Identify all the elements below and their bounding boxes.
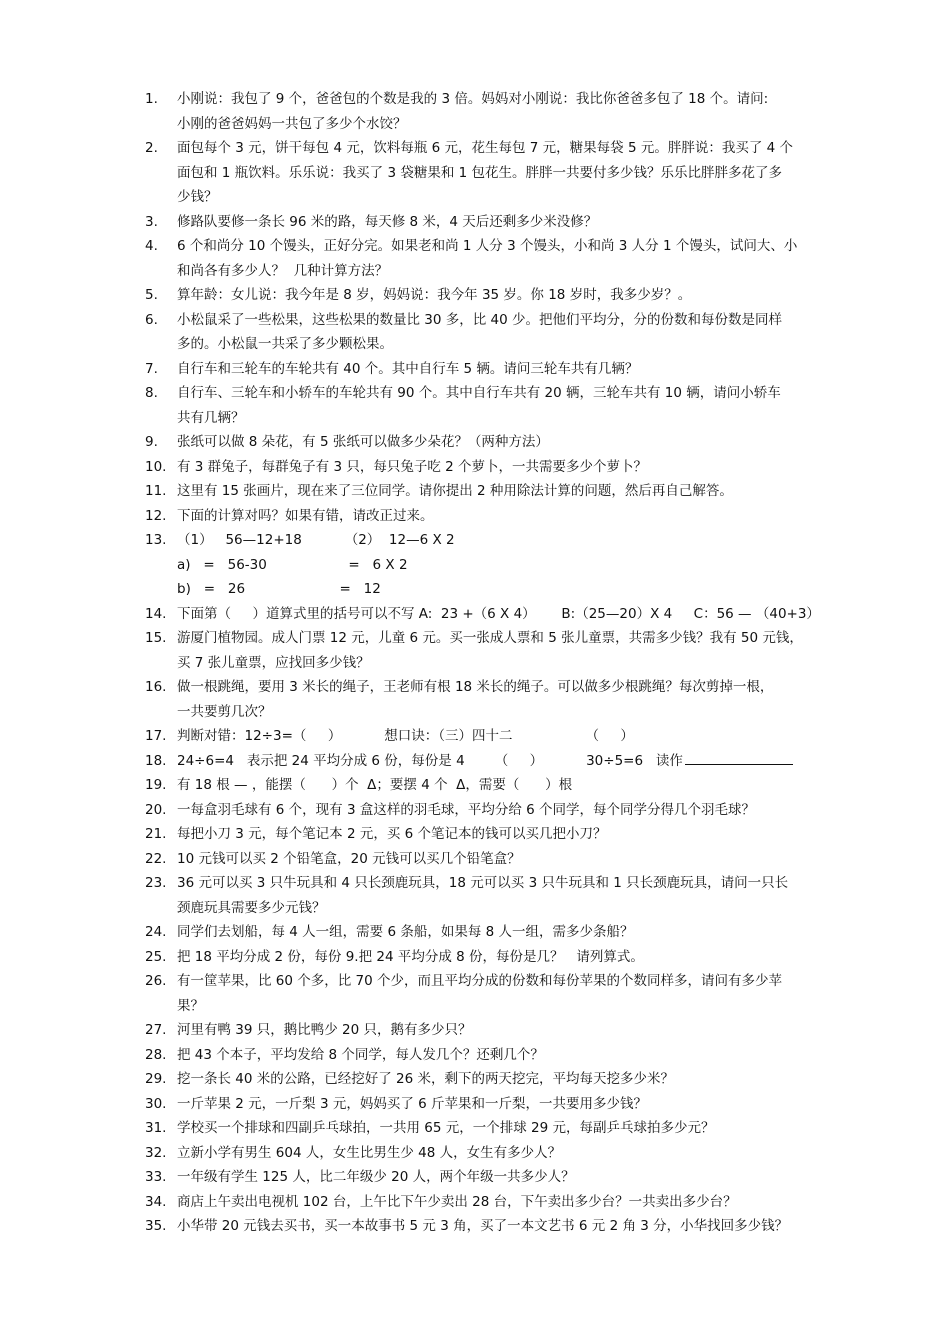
question-line: [177, 1116, 809, 1141]
question-item: [0, 1092, 809, 1117]
question-text: 面包每个 3 元，饼干每包 4 元，饮料每瓶 6 元，花生每包 7 元，糖果每袋 5 元。胖胖说：我买了 4 个: [177, 140, 794, 156]
question-line: [177, 675, 809, 700]
question-item: [0, 1116, 809, 1141]
question-line: [177, 847, 809, 872]
question-item: [0, 234, 809, 283]
question-item: [0, 749, 809, 774]
question-number: 27.: [145, 1022, 167, 1038]
question-line: [177, 1067, 809, 1092]
question-line: [177, 1141, 809, 1166]
question-text: 小刚的爸爸妈妈一共包了多少个水饺？: [177, 115, 407, 132]
question-text: 有一筐苹果，比 60 个多，比 70 个少，而且平均分成的份数和每份苹果的个数同样多，请问有多少苹: [177, 973, 783, 989]
question-number: 1.: [145, 91, 158, 107]
question-item: [0, 724, 809, 749]
question-number: 5.: [145, 287, 158, 303]
question-text: 每把小刀 3 元，每个笔记本 2 元，买 6 个笔记本的钱可以买几把小刀？: [177, 826, 607, 842]
question-line: [177, 798, 809, 823]
question-text: 小华带 20 元钱去买书，买一本故事书 5 元 3 角，买了一本文艺书 6 元 2 角 3 分，小华找回多少钱？: [177, 1218, 789, 1234]
question-line: [177, 308, 809, 333]
question-line: [177, 700, 809, 725]
question-item: [0, 136, 809, 210]
question-text: 共有几辆？: [177, 409, 245, 426]
question-number: 14.: [145, 605, 167, 622]
question-line: [177, 749, 809, 774]
question-number: 26.: [145, 973, 167, 989]
question-line: [177, 185, 809, 210]
question-item: [0, 798, 809, 823]
question-line: [177, 871, 809, 896]
question-number: 28.: [145, 1046, 167, 1063]
question-text: 一斤苹果 2 元，一斤梨 3 元，妈妈买了 6 斤苹果和一斤梨，一共要用多少钱？: [177, 1095, 648, 1112]
question-text: 河里有鸭 39 只，鹅比鸭少 20 只，鹅有多少只？: [177, 1022, 472, 1038]
question-number: 30.: [145, 1095, 167, 1112]
question-number: 21.: [145, 826, 167, 842]
question-number: 25.: [145, 948, 167, 965]
question-text: 多的。小松鼠一共采了多少颗松果。: [177, 336, 393, 352]
question-text: 一共要剪几次？: [177, 703, 272, 720]
question-text: 自行车和三轮车的车轮共有 40 个。其中自行车 5 辆。请问三轮车共有几辆？: [177, 360, 639, 377]
question-text: 36 元可以买 3 只牛玩具和 4 只长颈鹿玩具，18 元可以买 3 只牛玩具和 1 只长颈鹿玩具，请问一只长: [177, 875, 789, 891]
question-line: [177, 87, 809, 112]
question-line: [177, 406, 809, 431]
question-text: 小松鼠采了一些松果，这些松果的数量比 30 多，比 40 少。把他们平均分，分的份数和每份数是同样: [177, 311, 783, 328]
question-line: [177, 553, 809, 578]
question-item: [0, 675, 809, 724]
question-item: [0, 920, 809, 945]
question-text: 10 元钱可以买 2 个铅笔盒，20 元钱可以买几个铅笔盒？: [177, 850, 521, 867]
question-number: 7.: [145, 360, 158, 377]
question-line: [177, 945, 809, 970]
question-item: [0, 945, 809, 970]
question-item: [0, 626, 809, 675]
question-line: [177, 1092, 809, 1117]
question-text: 修路队要修一条长 96 米的路，每天修 8 米，4 天后还剩多少米没修？: [177, 213, 598, 230]
question-line: [177, 455, 809, 480]
question-line: [177, 210, 809, 235]
question-text: 下面的计算对吗？如果有错，请改正过来。: [177, 507, 434, 524]
question-line: [177, 234, 809, 259]
question-text: 做一根跳绳，要用 3 米长的绳子，王老师有根 18 米长的绳子。可以做多少根跳绳？每次剪掉一根，: [177, 679, 774, 695]
question-number: 32.: [145, 1144, 167, 1161]
question-text: 颈鹿玩具需要多少元钱？: [177, 899, 326, 916]
question-number: 15.: [145, 630, 167, 646]
question-item: [0, 847, 809, 872]
question-line: [177, 528, 809, 553]
question-line: [177, 896, 809, 921]
question-list: [0, 87, 950, 1239]
question-line: [177, 381, 809, 406]
question-number: 4.: [145, 238, 158, 254]
question-text: 有 18 根 — ，能摆（ ）个 Δ；要摆 4 个 Δ，需要（ ）根: [177, 777, 573, 793]
question-text: 判断对错：12÷3=（ ） 想口诀：（三）四十二 （ ）: [177, 728, 634, 744]
question-item: [0, 528, 809, 602]
question-line: [177, 161, 809, 186]
question-item: [0, 602, 820, 627]
question-number: 34.: [145, 1193, 167, 1210]
question-line: [177, 259, 809, 284]
question-text: 这里有 15 张画片，现在来了三位同学。请你提出 2 种用除法计算的问题，然后再自己解答。: [177, 483, 733, 499]
question-item: [0, 504, 809, 529]
question-number: 12.: [145, 507, 167, 524]
question-item: [0, 1190, 809, 1215]
question-item: [0, 381, 809, 430]
question-line: [177, 920, 809, 945]
question-line: [177, 136, 809, 161]
question-item: [0, 1165, 809, 1190]
answer-blank[interactable]: [685, 751, 793, 765]
question-text: 立新小学有男生 604 人，女生比男生少 48 人，女生有多少人？: [177, 1144, 562, 1161]
question-line: [177, 504, 809, 529]
question-line: [177, 1214, 809, 1239]
question-number: 16.: [145, 679, 167, 695]
question-line: [177, 1018, 809, 1043]
question-number: 19.: [145, 777, 167, 793]
question-line: [177, 724, 809, 749]
question-text: （1） 56—12+18 （2） 12—6 X 2: [177, 532, 455, 548]
question-number: 8.: [145, 385, 158, 401]
question-text: 自行车、三轮车和小轿车的车轮共有 90 个。其中自行车共有 20 辆，三轮车共有 10 辆，请问小轿车: [177, 385, 781, 401]
question-text: 游厦门植物园。成人门票 12 元，儿童 6 元。买一张成人票和 5 张儿童票，共需多少钱？我有 50 元钱，: [177, 630, 803, 646]
question-number: 9.: [145, 434, 158, 450]
question-text: 有 3 群兔子，每群兔子有 3 只，每只兔子吃 2 个萝卜，一共需要多少个萝卜？: [177, 458, 648, 475]
question-item: [0, 210, 809, 235]
question-line: [177, 822, 809, 847]
question-line: [177, 969, 809, 994]
question-text: 同学们去划船，每 4 人一组，需要 6 条船，如果每 8 人一组，需多少条船？: [177, 924, 634, 940]
question-text: 一年级有学生 125 人，比二年级少 20 人，两个年级一共多少人？: [177, 1169, 575, 1185]
question-number: 22.: [145, 850, 167, 867]
question-item: [0, 1141, 809, 1166]
question-number: 31.: [145, 1120, 167, 1136]
question-number: 17.: [145, 728, 167, 744]
question-number: 35.: [145, 1218, 167, 1234]
question-line: [177, 430, 809, 455]
question-number: 24.: [145, 924, 167, 940]
question-item: [0, 283, 809, 308]
question-line: [177, 626, 809, 651]
question-number: 2.: [145, 140, 158, 156]
question-line: [177, 357, 809, 382]
question-text: 小刚说：我包了 9 个，爸爸包的个数是我的 3 倍。妈妈对小刚说：我比你爸爸多包了 18 个。请问:: [177, 91, 769, 107]
question-number: 23.: [145, 875, 167, 891]
question-number: 13.: [145, 532, 167, 548]
question-line: [177, 1165, 809, 1190]
question-text: a) = 56-30 = 6 X 2: [177, 556, 408, 573]
question-item: [0, 822, 809, 847]
question-number: 33.: [145, 1169, 167, 1185]
question-text: b) = 26 = 12: [177, 581, 381, 597]
question-line: [177, 1190, 809, 1215]
question-line: [177, 577, 809, 602]
question-item: [0, 430, 809, 455]
question-item: [0, 1214, 809, 1239]
question-text: 算年龄：女儿说：我今年是 8 岁，妈妈说：我今年 35 岁。你 18 岁时，我多少岁？。: [177, 287, 692, 303]
question-text: 6 个和尚分 10 个馒头，正好分完。如果老和尚 1 人分 3 个馒头，小和尚 3 人分 1 个馒头，试问大、小: [177, 238, 798, 254]
question-text: 把 18 平均分成 2 份，每份 9.把 24 平均分成 8 份，每份是几？ 请列算式。: [177, 948, 644, 965]
question-line: [177, 112, 809, 137]
question-item: [0, 871, 809, 920]
question-item: [0, 87, 809, 136]
question-text: 少钱？: [177, 189, 218, 205]
question-number: 6.: [145, 311, 158, 328]
question-number: 3.: [145, 213, 158, 230]
question-item: [0, 357, 809, 382]
question-text: 买 7 张儿童票，应找回多少钱？: [177, 654, 370, 671]
question-item: [0, 455, 809, 480]
question-item: [0, 969, 809, 1018]
question-text: 面包和 1 瓶饮料。乐乐说：我买了 3 袋糖果和 1 包花生。胖胖一共要付多少钱？乐乐比胖胖多花了多: [177, 164, 783, 181]
question-text: 和尚各有多少人？ 几种计算方法？: [177, 262, 389, 279]
question-text: 商店上午卖出电视机 102 台，上午比下午少卖出 28 台，下午卖出多少台？一共卖出多少台？: [177, 1193, 737, 1210]
question-item: [0, 479, 809, 504]
question-item: [0, 1067, 809, 1092]
question-item: [0, 1018, 809, 1043]
question-line: [177, 1043, 809, 1068]
question-text: 一每盒羽毛球有 6 个，现有 3 盒这样的羽毛球，平均分给 6 个同学，每个同学分得几个羽毛球？: [177, 801, 756, 818]
question-item: [0, 773, 809, 798]
question-text: 下面第（ ）道算式里的括号可以不写 A: 23 +（6 X 4） B:（25—20）X 4 C：56 — （40+3）: [177, 605, 820, 622]
question-item: [0, 1043, 809, 1068]
question-number: 10.: [145, 458, 167, 475]
question-line: [177, 479, 809, 504]
question-line: [177, 332, 809, 357]
question-line: [177, 283, 809, 308]
question-number: 20.: [145, 801, 167, 818]
question-line: [177, 602, 820, 627]
question-number: 29.: [145, 1071, 167, 1087]
question-text: 24÷6=4 表示把 24 平均分成 6 份，每份是 4 （ ） 30÷5=6 读作: [177, 752, 683, 769]
question-line: [177, 994, 809, 1019]
question-text: 学校买一个排球和四副乒乓球拍，一共用 65 元，一个排球 29 元，每副乒乓球拍多少元？: [177, 1120, 715, 1136]
question-item: [0, 308, 809, 357]
question-text: 把 43 个本子，平均发给 8 个同学，每人发几个？还剩几个？: [177, 1046, 544, 1063]
question-text: 张纸可以做 8 朵花，有 5 张纸可以做多少朵花？（两种方法）: [177, 434, 549, 450]
question-number: 11.: [145, 483, 167, 499]
question-text: 挖一条长 40 米的公路，已经挖好了 26 米，剩下的两天挖完，平均每天挖多少米？: [177, 1071, 675, 1087]
question-number: 18.: [145, 752, 167, 769]
question-line: [177, 773, 809, 798]
question-text: 果？: [177, 997, 204, 1014]
question-line: [177, 651, 809, 676]
